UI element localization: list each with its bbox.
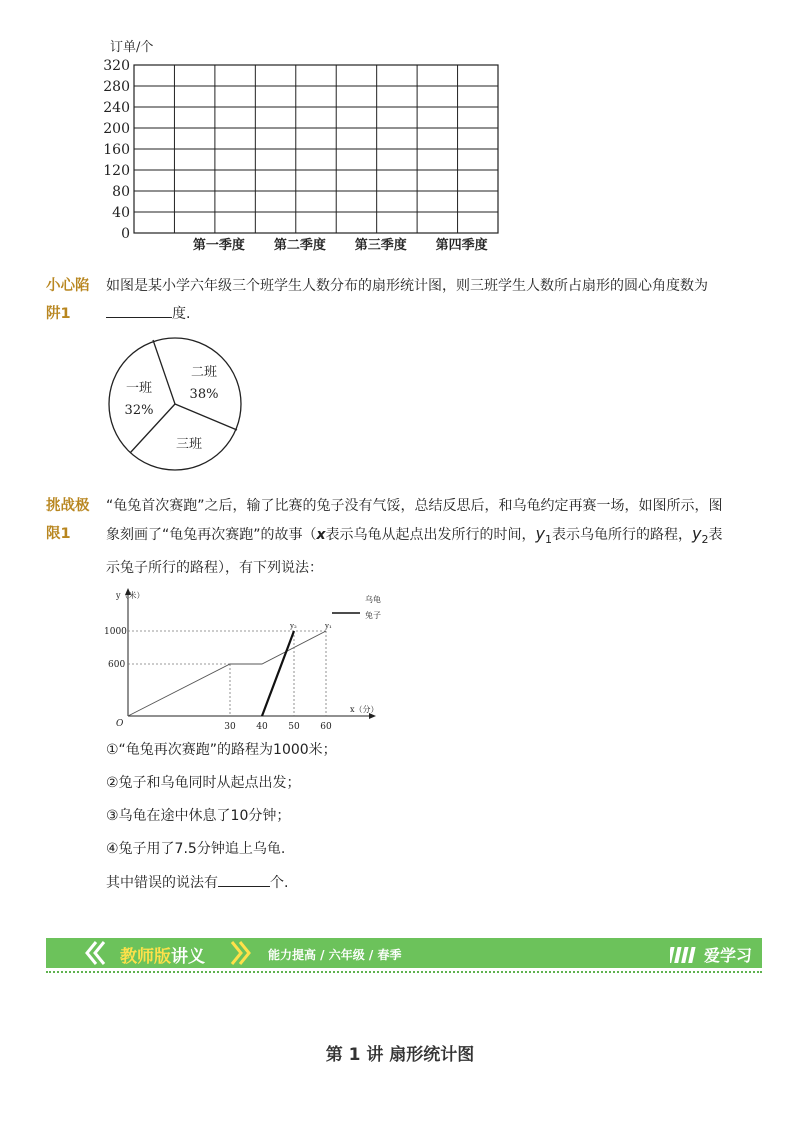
chevrons-right-icon [224, 938, 254, 968]
bar-ytick-label: 200 [103, 121, 130, 137]
challenge-tag: 挑战极限1 [46, 498, 90, 542]
var-x: x [316, 527, 326, 543]
challenge-text-4: 表示兔子所行的路程），有下列说法： [106, 527, 723, 576]
challenge-text-2: 表示乌龟从起点出发所行的时间， [325, 527, 536, 543]
final-answer-blank [218, 872, 270, 887]
bar-xtick-label: 第一季度 [192, 238, 245, 253]
bar-ytick-label: 0 [121, 226, 130, 242]
statement-1: ①“龟兔再次赛跑”的路程为1000米； [106, 742, 337, 758]
banner-dotted-line [46, 971, 762, 973]
banner-title [120, 942, 205, 967]
statement-2: ②兔子和乌龟同时从起点出发； [106, 775, 301, 791]
lecture-title: 第 1 讲 扇形统计图 [325, 1045, 475, 1065]
pie-slice-3-name: 三班 [175, 437, 203, 452]
trap-question [106, 272, 731, 328]
var-y1: y [535, 524, 546, 543]
legend-rabbit: 兔子 [365, 611, 381, 620]
var-y2-sub: 2 [701, 532, 709, 546]
graph-xtick-50: 50 [288, 722, 300, 732]
bar-chart [96, 58, 536, 258]
pie-slice-1-name: 一班 [125, 381, 153, 396]
banner-subtitle: 能力提高 / 六年级 / 春季 [268, 948, 402, 962]
graph-xtick-60: 60 [320, 722, 332, 732]
pie-divider-1 [153, 340, 175, 404]
brand-books-icon [670, 945, 700, 965]
graph-xtick-30: 30 [224, 722, 236, 732]
pie-slice-2-pct: 38% [189, 387, 219, 402]
answer-blank [106, 303, 172, 318]
statement-3: ③乌龟在途中休息了10分钟； [106, 808, 291, 824]
graph-x-label: x（分） [350, 705, 379, 714]
tortoise-line [128, 631, 326, 716]
pie-slice-2-name: 二班 [190, 365, 218, 380]
pie-slice-1-pct: 32% [124, 403, 154, 418]
footer-banner [46, 938, 762, 968]
graph-label-y2: y₂ [290, 622, 297, 630]
banner-title-sub: 讲义 [171, 947, 205, 967]
race-graph [100, 584, 400, 744]
brand-logo [670, 943, 752, 966]
graph-y-label: y（米） [116, 591, 145, 600]
graph-ytick-600: 600 [108, 660, 126, 670]
var-y1-sub: 1 [545, 532, 553, 546]
pie-divider-2 [175, 404, 237, 430]
challenge-text-1: “龟兔首次赛跑”之后，输了比赛的兔子没有气馁，总结反思后，和乌龟约定再赛一场，如图所示，图象刻画了“龟兔再次赛跑”的故事（ [106, 498, 723, 543]
banner-title-main: 教师版 [120, 947, 171, 967]
chevrons-left-icon [82, 938, 112, 968]
pie-chart [103, 330, 253, 480]
final-question-end: 个. [270, 875, 289, 891]
challenge-question [106, 492, 731, 582]
legend-tortoise: 乌龟 [365, 595, 381, 604]
statement-4: ④兔子用了7.5分钟追上乌龟. [106, 841, 286, 857]
trap-tag: 小心陷阱1 [46, 278, 90, 322]
brand-name: 爱学习 [703, 946, 752, 965]
bar-ytick-label: 160 [103, 142, 130, 158]
bar-ytick-label: 320 [103, 58, 130, 74]
bar-ytick-label: 80 [112, 184, 130, 200]
bar-ytick-label: 40 [112, 205, 130, 221]
trap-text-end: 度. [172, 306, 191, 322]
bar-ytick-label: 280 [103, 79, 130, 95]
challenge-text-3: 表示乌龟所行的路程， [552, 527, 693, 543]
bar-ytick-label: 240 [103, 100, 130, 116]
graph-ytick-1000: 1000 [104, 627, 127, 637]
bar-ytick-label: 120 [103, 163, 130, 179]
graph-label-y1: y₁ [325, 622, 332, 630]
bar-xtick-label: 第二季度 [273, 238, 326, 253]
graph-xtick-40: 40 [256, 722, 268, 732]
rabbit-line [262, 631, 294, 716]
bar-chart-ylabel: 订单/个 [110, 40, 154, 55]
bar-xtick-label: 第三季度 [354, 238, 407, 253]
trap-text: 如图是某小学六年级三个班学生人数分布的扇形统计图，则三班学生人数所占扇形的圆心角度数为 [106, 278, 708, 294]
bar-xtick-label: 第四季度 [435, 238, 488, 253]
challenge-final-question [106, 872, 288, 893]
var-y2: y [692, 524, 702, 543]
graph-origin: O [116, 719, 124, 729]
final-question-text: 其中错误的说法有 [106, 875, 218, 891]
